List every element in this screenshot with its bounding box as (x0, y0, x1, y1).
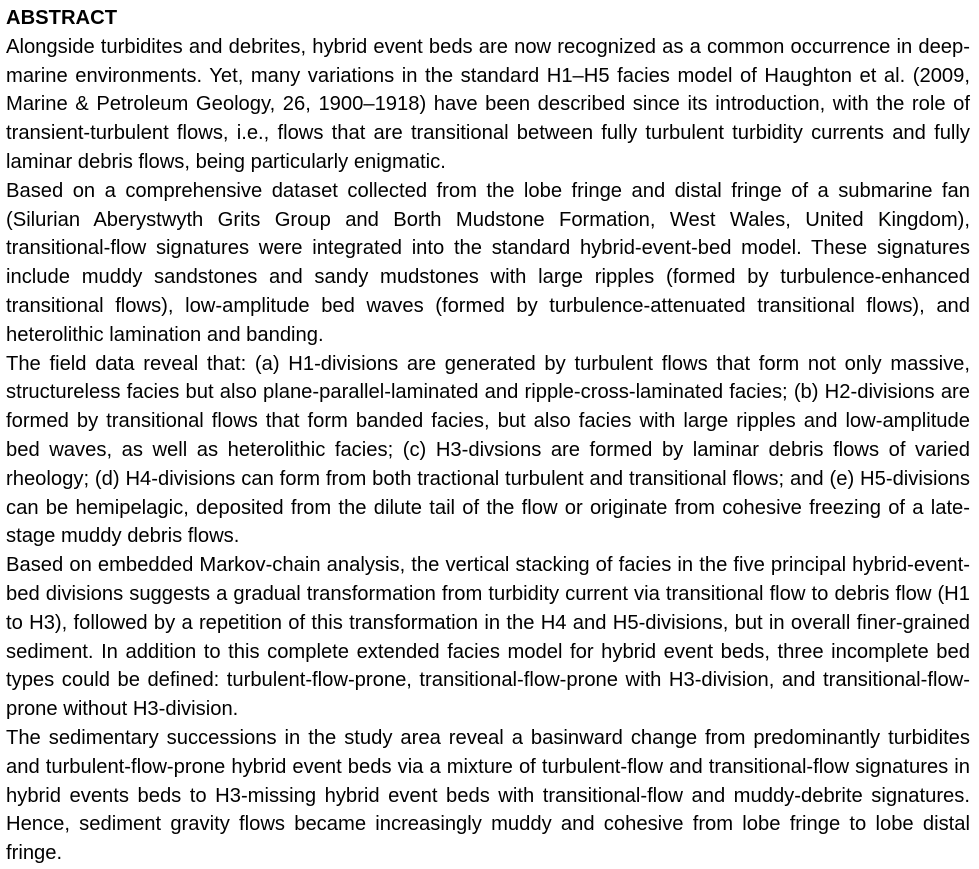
abstract-paragraph-2: Based on a comprehensive dataset collected from the lobe fringe and distal fringe of a submarine fan (Silurian Aberystwyth Grits Group and Borth Mudstone Formation, West Wales, United Kingdom), transitional-flow signatures were integrated into the standard hybrid-event-bed model. These signatures include muddy sandstones and sandy mudstones with large ripples (formed by turbulence-enhanced transitional flows), low-amplitude bed waves (formed by turbulence-attenuated transitional flows), and heterolithic lamination and banding. (6, 179, 970, 346)
abstract-paragraph-4: Based on embedded Markov-chain analysis, the vertical stacking of facies in the five principal hybrid-event-bed divisions suggests a gradual transformation from turbidity current via transitional flow to debris flow (H1 to H3), followed by a repetition of this transformation in the H4 and H5-divisions, but in overall finer-grained sediment. In addition to this complete extended facies model for hybrid event beds, three incomplete bed types could be defined: turbulent-flow-prone, transitional-flow-prone with H3-division, and transitional-flow-prone without H3-division. (6, 554, 970, 721)
abstract-paragraph-3: The field data reveal that: (a) H1-divisions are generated by turbulent flows that form not only massive, structureless facies but also plane-parallel-laminated and ripple-cross-laminated facies; (b) H2-divisions are formed by transitional flows that form banded facies, but also facies with large ripples and low-amplitude bed waves, as well as heterolithic facies; (c) H3-divsions are formed by laminar debris flows of varied rheology; (d) H4-divisions can form from both tractional turbulent and transitional flows; and (e) H5-divisions can be hemipelagic, deposited from the dilute tail of the flow or originate from cohesive freezing of a late-stage muddy debris flows. (6, 352, 970, 548)
abstract-heading: ABSTRACT (6, 7, 118, 29)
abstract-paragraph-5: The sedimentary successions in the study area reveal a basinward change from predominantly turbidites and turbulent-flow-prone hybrid event beds via a mixture of turbulent-flow and transitional-flow signatures in hybrid events beds to H3-missing hybrid event beds with transitional-flow and muddy-debrite signatures. Hence, sediment gravity flows became increasingly muddy and cohesive from lobe fringe to lobe distal fringe. (6, 726, 970, 865)
abstract-paragraph-1: Alongside turbidites and debrites, hybrid event beds are now recognized as a common occurrence in deep-marine environments. Yet, many variations in the standard H1–H5 facies model of Haughton et al. (2009, Marine & Petroleum Geology, 26, 1900–1918) have been described since its introduction, with the role of transient-turbulent flows, i.e., flows that are transitional between fully turbulent turbidity currents and fully laminar debris flows, being particularly enigmatic. (6, 35, 970, 173)
